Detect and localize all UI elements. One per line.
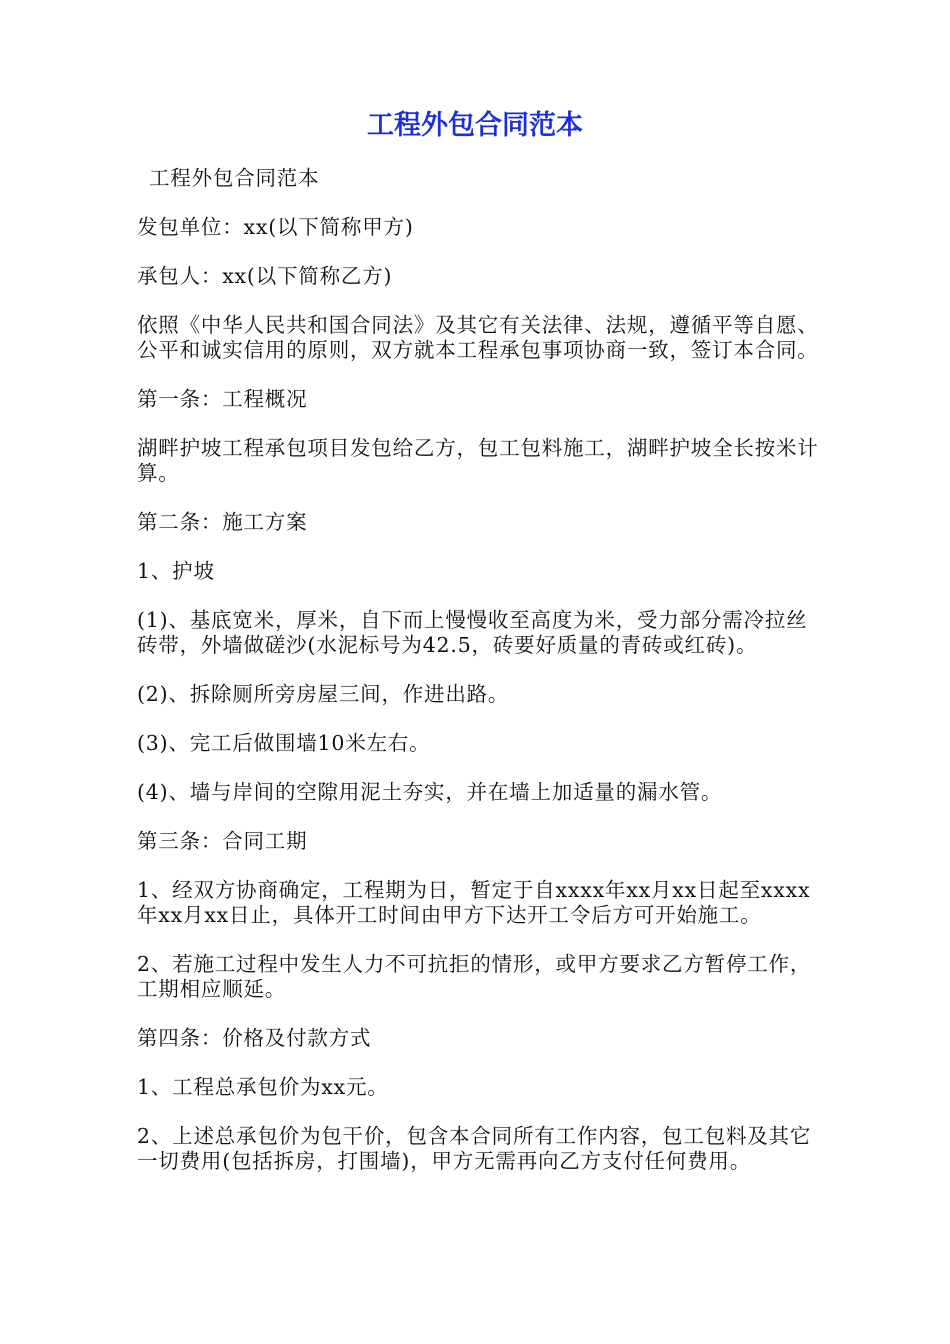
list-item: (2)、拆除厕所旁房屋三间，作进出路。 (137, 682, 510, 706)
article-heading: 第三条：合同工期 (137, 829, 308, 853)
paragraph-party-b: 承包人：xx(以下简称乙方) (137, 264, 393, 288)
document-body (137, 166, 822, 1198)
article-heading: 第四条：价格及付款方式 (137, 1026, 372, 1050)
list-item: (4)、墙与岸间的空隙用泥土夯实，并在墙上加适量的漏水管。 (137, 780, 723, 804)
paragraph-subtitle: 工程外包合同范本 (149, 166, 320, 190)
list-item: (3)、完工后做围墙10米左右。 (137, 731, 431, 755)
list-item: (1)、基底宽米，厚米，自下而上慢慢收至高度为米，受力部分需冷拉丝砖带，外墙做磋沙(水泥标号为42.5，砖要好质量的青砖或红砖)。 (137, 608, 808, 657)
article-heading: 第一条：工程概况 (137, 387, 308, 411)
list-item: 1、护坡 (137, 559, 215, 583)
document-title: 工程外包合同范本 (367, 110, 583, 141)
list-item: 2、若施工过程中发生人力不可抗拒的情形，或甲方要求乙方暂停工作，工期相应顺延。 (137, 952, 812, 1001)
list-item: 1、经双方协商确定，工程期为日，暂定于自xxxx年xx月xx日起至xxxx年xx月xx日止，具体开工时间由甲方下达开工令后方可开始施工。 (137, 878, 811, 927)
list-item: 1、工程总承包价为xx元。 (137, 1075, 389, 1099)
paragraph: 湖畔护坡工程承包项目发包给乙方，包工包料施工，湖畔护坡全长按米计算。 (137, 436, 819, 485)
article-heading: 第二条：施工方案 (137, 510, 308, 534)
paragraph-party-a: 发包单位：xx(以下简称甲方) (137, 215, 414, 239)
list-item: 2、上述总承包价为包干价，包含本合同所有工作内容，包工包料及其它一切费用(包括拆房，打围墙)，甲方无需再向乙方支付任何费用。 (137, 1124, 812, 1173)
paragraph-preamble: 依照《中华人民共和国合同法》及其它有关法律、法规，遵循平等自愿、公平和诚实信用的原则，双方就本工程承包事项协商一致，签订本合同。 (137, 313, 819, 362)
